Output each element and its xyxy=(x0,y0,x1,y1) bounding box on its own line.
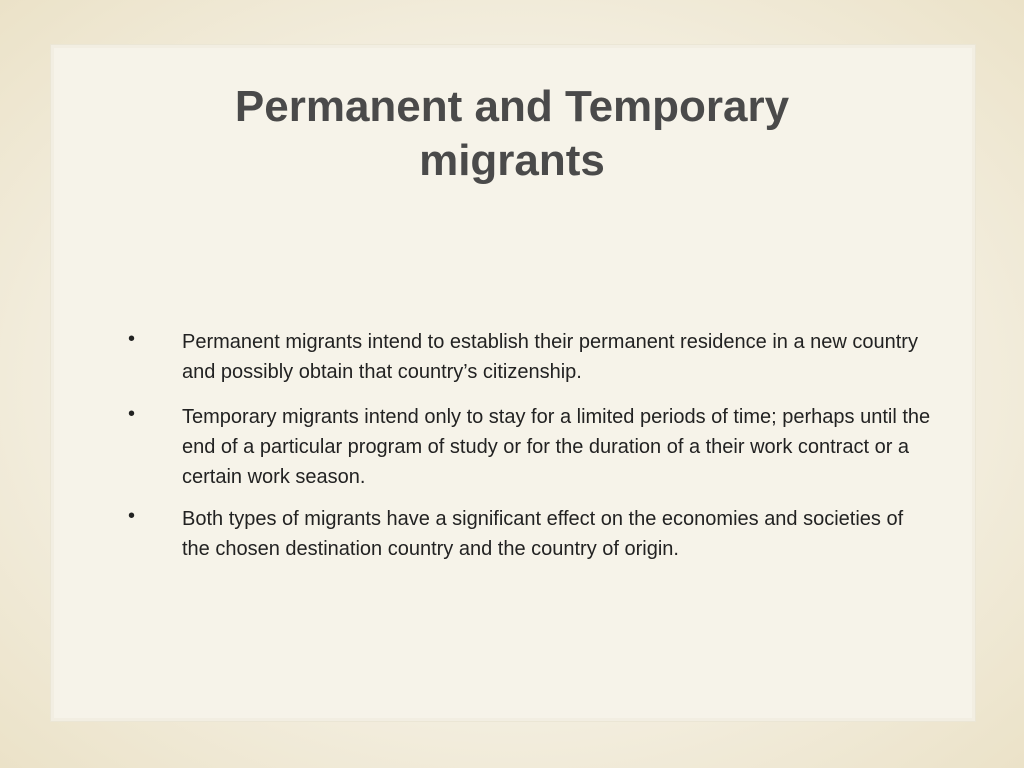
bullet-text-both-types: Both types of migrants have a significant effect on the economies and societies of the chosen destination country and the country of origin. xyxy=(182,508,904,560)
bullet-text-permanent: Permanent migrants intend to establish their permanent residence in a new country and possibly obtain that country’s citizenship. xyxy=(182,331,918,383)
slide-title-line-1: Permanent and Temporary xyxy=(234,82,790,131)
bullet-dot-icon: • xyxy=(128,505,136,527)
bullet-dot-icon: • xyxy=(128,403,136,425)
bullet-text-temporary: Temporary migrants intend only to stay for a limited periods of time; perhaps until the end of a particular program of study or for the duration of a their work contract or a certain work season. xyxy=(182,406,931,488)
slide-title-line-2: migrants xyxy=(419,136,605,185)
bullet-dot-icon: • xyxy=(128,328,136,350)
